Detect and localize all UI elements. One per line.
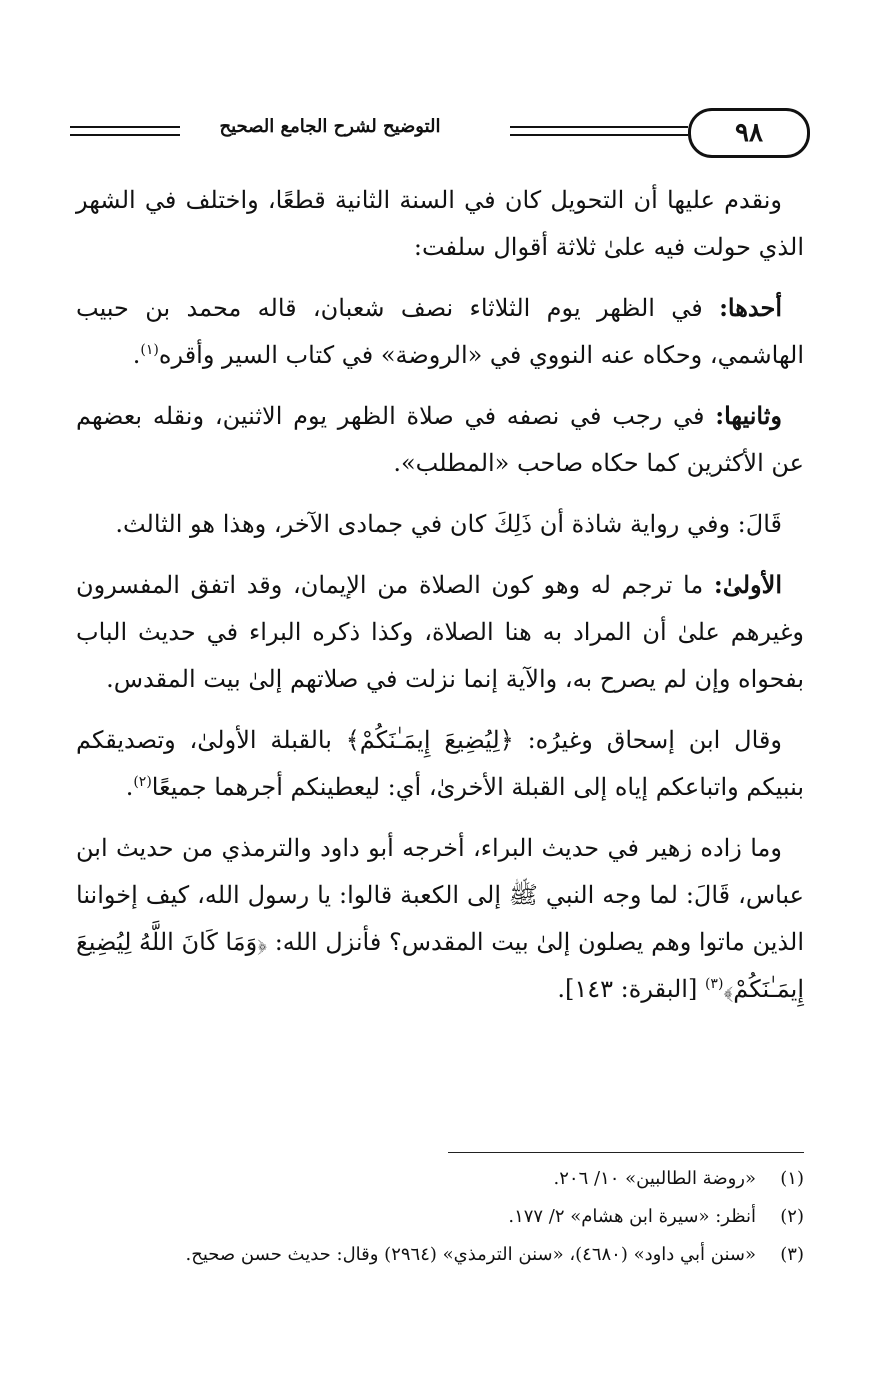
body-text <box>76 176 804 1026</box>
header-rule-left-bottom <box>70 134 180 136</box>
footnote-ref[interactable]: (٢) <box>133 774 152 790</box>
paragraph-lead: أحدها: <box>719 293 782 322</box>
paragraph: أحدها: في الظهر يوم الثلاثاء نصف شعبان، قاله محمد بن حبيب الهاشمي، وحكاه عنه النووي في «الروضة» في كتاب السير وأقره$^{(١)}$. <box>76 293 804 369</box>
footnote-ref[interactable]: (٣) <box>704 976 724 992</box>
footnote-text: «روضة الطالبين» ١٠/ ٢٠٦. <box>553 1168 756 1189</box>
paragraph: وما زاده زهير في حديث البراء، أخرجه أبو داود والترمذي من حديث ابن عباس، قَالَ: لما وجه النبي ﷺ إلى الكعبة قالوا: يا رسول الله، كيف إخواننا الذين ماتوا وهم يصلون إلىٰ بيت المقدس؟ فأنزل الله: ﴿وَمَا كَانَ اللَّهُ لِيُضِيعَ إِيمَـٰنَكُمْ﴾$^{(٣)}$ [البقرة: ١٤٣]. <box>76 834 804 1003</box>
paragraph-lead: الأولىٰ: <box>713 570 782 599</box>
footnote-divider <box>448 1152 804 1153</box>
footnote-ref[interactable]: (١) <box>140 342 159 358</box>
page-header <box>70 96 802 166</box>
page-number: ٩٨ <box>735 118 763 148</box>
footnote-item <box>76 1198 804 1236</box>
footnote-text: «سنن أبي داود» (٤٦٨٠)، «سنن الترمذي» (٢٩٦٤) وقال: حديث حسن صحيح. <box>185 1244 756 1265</box>
footnote-text: أنظر: «سيرة ابن هشام» ٢/ ١٧٧. <box>508 1206 756 1227</box>
footnote-number: (٣) <box>780 1244 804 1265</box>
running-title: التوضيح لشرح الجامع الصحيح <box>219 116 441 137</box>
paragraph: وقال ابن إسحاق وغيرُه: ﴿لِيُضِيعَ إِيمَـٰنَكُمْ﴾ بالقبلة الأولىٰ، وتصديقكم بنبيكم واتباعكم إياه إلى القبلة الأخرىٰ، أي: ليعطينكم أجرهما جميعًا$^{(٢)}$. <box>76 726 804 801</box>
header-rule-left-top <box>70 126 180 128</box>
footnote-item <box>76 1160 804 1198</box>
footnote-number: (١) <box>780 1168 804 1189</box>
header-rule-right-top <box>510 126 688 128</box>
header-rule-right-bottom <box>510 134 688 136</box>
footnotes <box>76 1160 804 1274</box>
paragraph: الأولىٰ: ما ترجم له وهو كون الصلاة من الإيمان، وقد اتفق المفسرون وغيرهم علىٰ أن المراد به هنا الصلاة، وكذا ذكره البراء في حديث الباب بفحواه وإن لم يصرح به، والآية إنما نزلت في صلاتهم إلىٰ بيت المقدس. <box>76 570 804 693</box>
page-number-badge <box>688 108 810 158</box>
paragraph: وثانيها: في رجب في نصفه في صلاة الظهر يوم الاثنين، ونقله بعضهم عن الأكثرين كما حكاه صاحب «المطلب». <box>76 401 804 477</box>
footnote-number: (٢) <box>780 1206 804 1227</box>
paragraph-lead: وثانيها: <box>715 401 782 430</box>
paragraph: قَالَ: وفي رواية شاذة أن ذَلِكَ كان في جمادى الآخر، وهذا هو الثالث. <box>115 510 782 538</box>
footnote-item <box>76 1236 804 1274</box>
paragraph: ونقدم عليها أن التحويل كان في السنة الثانية قطعًا، واختلف في الشهر الذي حولت فيه علىٰ ثلاثة أقوال سلفت: <box>76 186 804 261</box>
